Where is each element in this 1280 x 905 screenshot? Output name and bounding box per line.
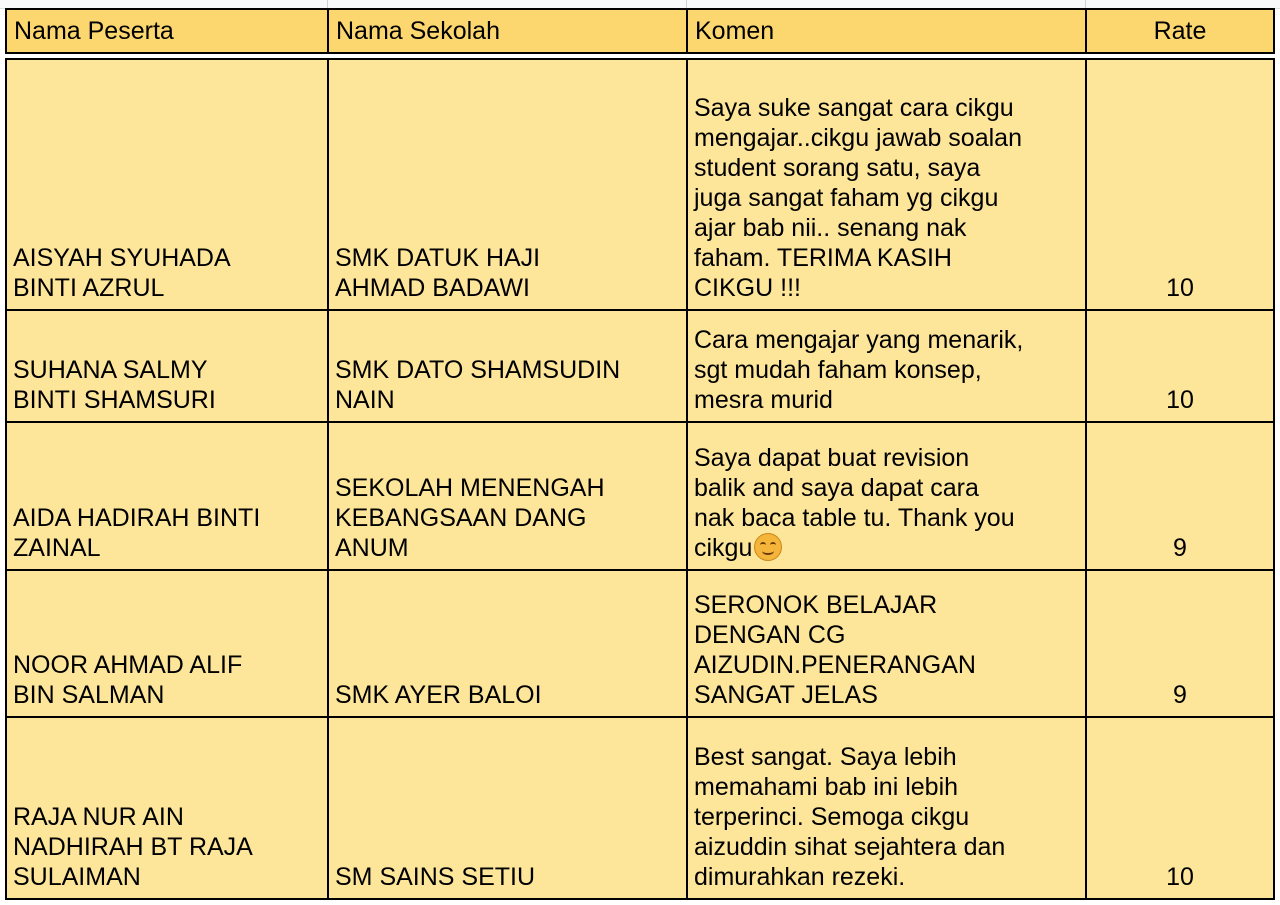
cell-text-line: SUHANA SALMY bbox=[13, 356, 208, 384]
cell-text-line: SEKOLAH MENENGAH bbox=[335, 474, 605, 502]
cell-text-line: SMK AYER BALOI bbox=[335, 681, 542, 709]
cell-text-line: DENGAN CG bbox=[694, 621, 846, 649]
cell-text-line: 10 bbox=[1166, 274, 1194, 302]
cell-text-line: terperinci. Semoga cikgu bbox=[694, 803, 970, 831]
cell-text-line: Saya suke sangat cara cikgu bbox=[694, 94, 1014, 122]
cell-text-line: SMK DATO SHAMSUDIN bbox=[335, 356, 621, 384]
cell-text-line: student sorang satu, saya bbox=[694, 154, 981, 182]
cell-text-line: SANGAT JELAS bbox=[694, 681, 878, 709]
cell-text-line: balik and saya dapat cara bbox=[694, 474, 979, 502]
header-rate[interactable] bbox=[1085, 8, 1275, 54]
cell-komen[interactable] bbox=[686, 421, 1087, 571]
cell-nama-peserta[interactable] bbox=[5, 716, 329, 900]
cell-text-line: ZAINAL bbox=[13, 534, 101, 562]
cell-text-line: BIN SALMAN bbox=[13, 681, 165, 709]
cell-text-line: KEBANGSAAN DANG bbox=[335, 504, 587, 532]
cell-nama-peserta[interactable] bbox=[5, 569, 329, 718]
cell-text-fragment: cikgu bbox=[694, 534, 753, 562]
cell-rate[interactable] bbox=[1085, 421, 1275, 571]
cell-text-line: 10 bbox=[1166, 386, 1194, 414]
cell-text-line: AISYAH SYUHADA bbox=[13, 244, 231, 272]
cell-text-line: 9 bbox=[1173, 534, 1187, 562]
cell-nama-peserta[interactable] bbox=[5, 309, 329, 423]
cell-text-line: ajar bab nii.. senang nak bbox=[694, 214, 967, 242]
cell-rate[interactable] bbox=[1085, 309, 1275, 423]
cell-nama-sekolah[interactable] bbox=[327, 716, 688, 900]
cell-text-line: mengajar..cikgu jawab soalan bbox=[694, 124, 1022, 152]
cell-text-line: BINTI SHAMSURI bbox=[13, 386, 216, 414]
cell-nama-peserta[interactable] bbox=[5, 421, 329, 571]
cell-nama-peserta[interactable] bbox=[5, 58, 329, 311]
cell-text-line: NOOR AHMAD ALIF bbox=[13, 651, 243, 679]
cell-text-line: 10 bbox=[1166, 863, 1194, 891]
cell-text-line bbox=[694, 533, 1079, 563]
cell-text-line: sgt mudah faham konsep, bbox=[694, 356, 982, 384]
cell-text-line: NADHIRAH BT RAJA bbox=[13, 833, 253, 861]
cell-nama-sekolah[interactable] bbox=[327, 421, 688, 571]
cell-komen[interactable] bbox=[686, 716, 1087, 900]
cell-text-line: CIKGU !!! bbox=[694, 274, 801, 302]
cell-text-line: NAIN bbox=[335, 386, 395, 414]
cell-text-line: Saya dapat buat revision bbox=[694, 444, 970, 472]
cell-komen[interactable] bbox=[686, 569, 1087, 718]
header-label: Nama Sekolah bbox=[336, 17, 500, 45]
cell-komen[interactable] bbox=[686, 309, 1087, 423]
cell-text-line: ANUM bbox=[335, 534, 409, 562]
cell-text-line: BINTI AZRUL bbox=[13, 274, 165, 302]
cell-text-line: AIZUDIN.PENERANGAN bbox=[694, 651, 976, 679]
cell-nama-sekolah[interactable] bbox=[327, 58, 688, 311]
cell-rate[interactable] bbox=[1085, 58, 1275, 311]
cell-nama-sekolah[interactable] bbox=[327, 309, 688, 423]
cell-text-line: Cara mengajar yang menarik, bbox=[694, 326, 1024, 354]
header-komen[interactable] bbox=[686, 8, 1087, 54]
cell-text-line: mesra murid bbox=[694, 386, 833, 414]
cell-text-line: AHMAD BADAWI bbox=[335, 274, 530, 302]
cell-text-line: SM SAINS SETIU bbox=[335, 863, 536, 891]
header-label: Komen bbox=[695, 17, 775, 45]
cell-text-line: AIDA HADIRAH BINTI bbox=[13, 504, 261, 532]
cell-text-line: juga sangat faham yg cikgu bbox=[694, 184, 999, 212]
cell-nama-sekolah[interactable] bbox=[327, 569, 688, 718]
cell-text-line: RAJA NUR AIN bbox=[13, 803, 184, 831]
header-label: Nama Peserta bbox=[14, 17, 174, 45]
cell-text-line: memahami bab ini lebih bbox=[694, 773, 959, 801]
cell-text-line: Best sangat. Saya lebih bbox=[694, 743, 957, 771]
cell-komen[interactable] bbox=[686, 58, 1087, 311]
cell-text-line: aizuddin sihat sejahtera dan bbox=[694, 833, 1006, 861]
cell-text-line: dimurahkan rezeki. bbox=[694, 863, 906, 891]
cell-text-line: 9 bbox=[1173, 681, 1187, 709]
smiling-face-emoji-icon bbox=[754, 533, 782, 561]
cell-text-line: SULAIMAN bbox=[13, 863, 141, 891]
cell-rate[interactable] bbox=[1085, 569, 1275, 718]
cell-text-line: SMK DATUK HAJI bbox=[335, 244, 541, 272]
header-nama-peserta[interactable] bbox=[5, 8, 329, 54]
header-nama-sekolah[interactable] bbox=[327, 8, 688, 54]
cell-rate[interactable] bbox=[1085, 716, 1275, 900]
cell-text-line: faham. TERIMA KASIH bbox=[694, 244, 952, 272]
cell-text-line: SERONOK BELAJAR bbox=[694, 591, 938, 619]
header-label: Rate bbox=[1153, 17, 1207, 45]
cell-text-line: nak baca table tu. Thank you bbox=[694, 504, 1015, 532]
